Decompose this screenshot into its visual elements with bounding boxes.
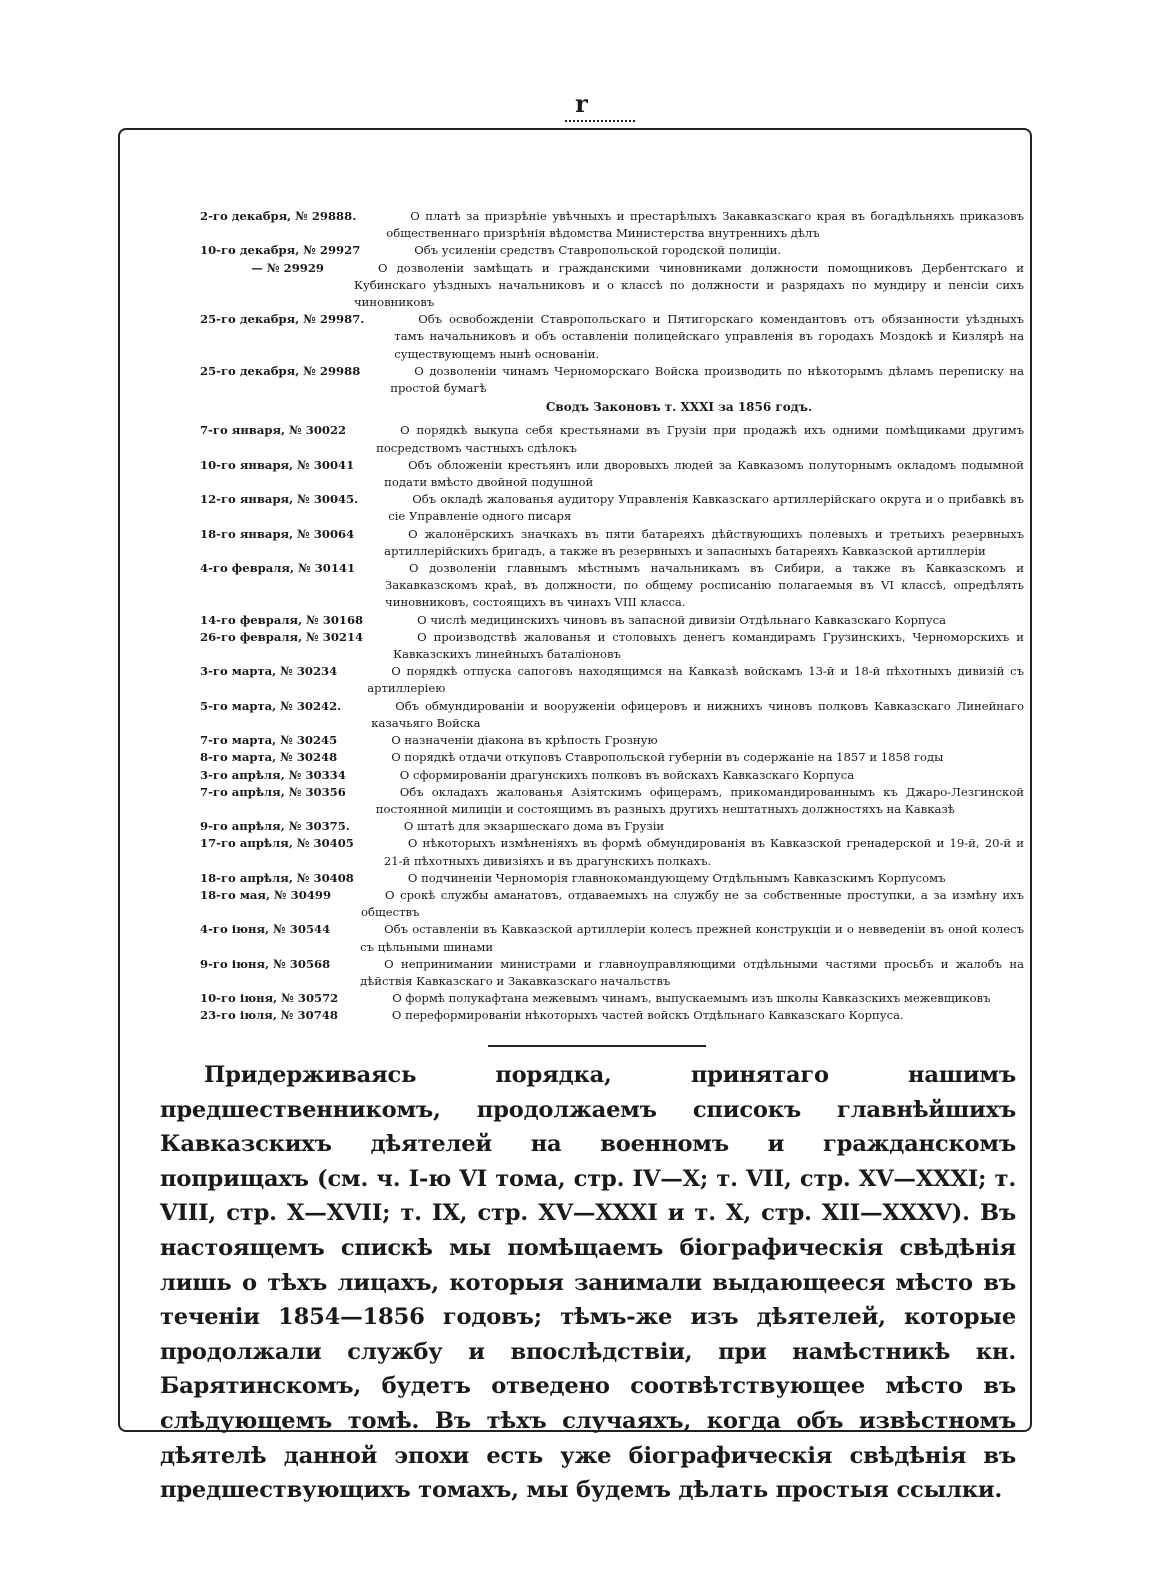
entry-date: — № 29929 xyxy=(251,260,324,275)
entry-text-content: О назначеніи діакона въ крѣпость Грозную xyxy=(391,733,658,748)
entry-date: 25-го декабря, № 29988 xyxy=(200,363,361,378)
entry-text xyxy=(384,457,1028,491)
entry-date: 8-го марта, № 30248 xyxy=(200,750,338,765)
list-item xyxy=(200,818,1028,835)
entry-date: 3-го апрѣля, № 30334 xyxy=(200,767,346,782)
list-item xyxy=(200,784,1028,818)
entry-text-content: О производствѣ жалованья и столовыхъ денегъ командирамъ Грузинскихъ, Черноморскихъ и Кавказскихъ линейныхъ баталіоновъ xyxy=(393,629,1024,662)
entry-date: 14-го февраля, № 30168 xyxy=(200,612,364,627)
section-divider xyxy=(488,1045,706,1047)
entries-1856 xyxy=(200,422,1028,1024)
entry-text-content: О порядкѣ отпуска сапоговъ находящимся на Кавказѣ войскамъ 13-й и 18-й пѣхотныхъ дивизій съ артиллеріею xyxy=(367,664,1024,696)
entry-text xyxy=(354,260,1028,312)
entry-text xyxy=(367,663,1028,697)
entry-text xyxy=(385,560,1028,612)
entry-text-content: О порядкѣ отдачи откуповъ Ставропольской губерніи въ содержаніе на 1857 и 1858 годы xyxy=(391,750,944,765)
entry-date: 25-го декабря, № 29987. xyxy=(200,312,365,327)
entry-date: 9-го іюня, № 30568 xyxy=(200,956,331,971)
entry-text-content: О сформированіи драгунскихъ полковъ въ войскахъ Кавказскаго Корпуса xyxy=(399,767,855,782)
entry-text xyxy=(390,242,1028,259)
list-item xyxy=(200,560,1028,612)
list-item xyxy=(200,491,1028,525)
list-item xyxy=(200,208,1028,242)
entry-date: 10-го января, № 30041 xyxy=(200,457,355,472)
entry-text xyxy=(388,491,1028,525)
entry-text xyxy=(368,990,1028,1007)
entries-1855 xyxy=(200,208,1028,397)
entry-text xyxy=(394,311,1028,363)
entry-date: 18-го апрѣля, № 30408 xyxy=(200,870,354,885)
entry-text-content: О срокѣ службы аманатовъ, отдаваемыхъ на службу не за собственные проступки, а за измѣну ихъ обществъ xyxy=(361,887,1024,920)
entry-text xyxy=(360,921,1028,955)
list-item xyxy=(200,363,1028,397)
list-item xyxy=(200,749,1028,766)
entry-text-content: О непринимании министрами и главноуправляющими отдѣльными частями просьбъ и жалобъ на дѣйствія Кавказскаго и Закавказскаго начальствъ xyxy=(360,956,1024,988)
entry-date: 12-го января, № 30045. xyxy=(200,492,359,507)
entry-date: 18-го мая, № 30499 xyxy=(200,887,332,902)
list-item xyxy=(200,260,1028,312)
entry-text xyxy=(380,818,1028,835)
entry-date: 2-го декабря, № 29888. xyxy=(200,209,357,223)
page-number: r xyxy=(575,89,588,118)
entry-date: 4-го февраля, № 30141 xyxy=(200,561,356,576)
entry-text-content: Объ оставленіи въ Кавказской артиллеріи колесъ прежней конструкціи и о неввeденіи въ оной колесъ съ цѣльными шинами xyxy=(360,922,1024,954)
entry-text-content: О формѣ полукафтана межевымъ чинамъ, выпускаемымъ изъ школы Кавказскихъ межевщиковъ xyxy=(392,991,991,1006)
entry-date: 5-го марта, № 30242. xyxy=(200,698,342,713)
entry-text xyxy=(368,1007,1028,1024)
list-item xyxy=(200,629,1028,663)
entry-text-content: О нѣкоторыхъ измѣненіяхъ въ формѣ обмундированія въ Кавказской гренадерской и 19-й, 20-й и 21-й пѣхотныхъ дивизіяхъ и въ драгунскихъ полкахъ. xyxy=(383,836,1024,868)
entry-text-content: О дозволеніи замѣщать и гражданскими чиновниками должности помощниковъ Дербентскаго и Кубинскаго уѣздныхъ начальниковъ и о классѣ по должности и разрядахъ по мундиру и пенсіи сихъ чиновниковъ xyxy=(354,260,1024,310)
legislation-list xyxy=(200,208,1028,1025)
list-item xyxy=(200,663,1028,697)
list-item xyxy=(200,422,1028,456)
entry-date: 10-го іюня, № 30572 xyxy=(200,991,339,1006)
list-item xyxy=(200,870,1028,887)
entry-date: 17-го апрѣля, № 30405 xyxy=(200,836,354,851)
main-paragraph-text: Придерживаясь порядка, принятаго нашимъ предшественникомъ, продолжаемъ списокъ главнѣйшихъ Кавказскихъ дѣятелей на военномъ и гражданскомъ поприщахъ (см. ч. I-ю VI тома, стр. IV—X; т. VII, стр. XV—XXXI; т. VIII, стр. X—XVII; т. IX, стр. XV—XXXI и т. X, стр. XII—XXXV). Въ настоящемъ спискѣ мы помѣщаемъ біографическія свѣдѣнія лишь о тѣхъ лицахъ, которыя занимали выдающееся мѣсто въ теченіи 1854—1856 годовъ; тѣмъ-же изъ дѣятелей, которые продолжали службу и впослѣдствіи, при намѣстникѣ кн. Барятинскомъ, будетъ отведено соотвѣтствующее мѣсто въ слѣдующемъ томѣ. Въ тѣхъ случаяхъ, когда объ извѣстномъ дѣятелѣ данной эпохи есть уже біографическія свѣдѣнія въ предшествующихъ томахъ, мы будемъ дѣлать простыя ссылки. xyxy=(160,1062,1016,1504)
entry-date: 4-го іюня, № 30544 xyxy=(200,922,331,937)
entry-text-content: О подчиненіи Черноморія главнокомандующему Отдѣльнымъ Кавказскимъ Корпусомъ xyxy=(407,870,946,885)
list-item xyxy=(200,732,1028,749)
entry-text-content: Объ окладѣ жалованья аудитору Управленія Кавказскаго артиллерійскаго округа и о прибавкѣ въ сіе Управленіе одного писаря xyxy=(388,492,1024,524)
entry-text-content: Объ обложеніи крестьянъ или дворовыхъ людей за Кавказомъ полуторнымъ окладомъ подымной подати вмѣсто двойной подушной xyxy=(384,457,1024,490)
entry-text-content: О дозволеніи главнымъ мѣстнымъ начальникамъ въ Сибири, а также въ Кавказскомъ и Закавказскомъ краѣ, въ должности, по общему росписанію полагаемыя въ VI классѣ, опредѣлять чиновниковъ, состоящихъ въ чинахъ VIII класса. xyxy=(385,561,1024,610)
list-item xyxy=(200,311,1028,363)
list-item xyxy=(200,526,1028,560)
entry-text xyxy=(393,612,1028,629)
entry-text xyxy=(367,749,1028,766)
entry-date: 9-го апрѣля, № 30375. xyxy=(200,819,350,834)
entry-text-content: Объ освобожденіи Ставропольскаго и Пятигорскаго комендантовъ отъ обязанности уѣздныхъ тамъ начальниковъ и объ оставленіи полицейскаго управленія въ городахъ Моздокѣ и Кизлярѣ на существующемъ нынѣ основаніи. xyxy=(394,312,1024,361)
entry-text-content: О числѣ медицинскихъ чиновъ въ запасной дивизіи Отдѣльнаго Кавказскаго Корпуса xyxy=(417,612,947,627)
entry-text xyxy=(376,784,1028,818)
list-item xyxy=(200,1007,1028,1024)
list-item xyxy=(200,921,1028,955)
entry-date: 23-го іюля, № 30748 xyxy=(200,1008,338,1023)
entry-text xyxy=(371,698,1028,732)
list-item xyxy=(200,956,1028,990)
entry-date: 26-го февраля, № 30214 xyxy=(200,629,364,644)
entry-text xyxy=(367,732,1028,749)
entry-text-content: О переформированіи нѣкоторыхъ частей войскъ Отдѣльнаго Кавказскаго Корпуса. xyxy=(391,1008,904,1023)
entry-text xyxy=(384,526,1028,560)
entry-date: 3-го марта, № 30234 xyxy=(200,664,338,679)
entry-date: 7-го марта, № 30245 xyxy=(200,733,338,748)
entry-text xyxy=(376,767,1028,784)
entry-text xyxy=(360,956,1028,990)
list-item xyxy=(200,767,1028,784)
entry-text xyxy=(393,629,1028,663)
main-paragraph xyxy=(160,1058,1016,1508)
entry-text xyxy=(376,422,1028,456)
entry-date: 18-го января, № 30064 xyxy=(200,526,355,541)
entry-text xyxy=(390,363,1028,397)
entry-text-content: О порядкѣ выкупа себя крестьянами въ Грузіи при продажѣ ихъ одними помѣщиками другимъ посредствомъ частныхъ сдѣлокъ xyxy=(376,423,1024,455)
entry-text-content: Объ усиленіи средствъ Ставропольской городской полиціи. xyxy=(414,243,782,258)
entry-text-content: О жалонёрскихъ значкахъ въ пяти батареяхъ дѣйствующихъ полевыхъ и третьихъ резервныхъ артиллерійскихъ бригадъ, а также въ резервныхъ и запасныхъ батареяхъ Кавказской артиллеріи xyxy=(384,526,1024,558)
list-item xyxy=(200,612,1028,629)
list-item xyxy=(200,457,1028,491)
entry-text xyxy=(384,835,1028,869)
entry-text-content: О дозволеніи чинамъ Черноморскаго Войска производить по нѣкоторымъ дѣламъ переписку на простой бумагѣ xyxy=(390,363,1024,396)
entry-text xyxy=(384,870,1028,887)
entry-text xyxy=(361,887,1028,921)
list-item xyxy=(200,698,1028,732)
entry-text-content: О платѣ за призрѣніе увѣчныхъ и престарѣлыхъ Закавказскаго края въ богадѣльняхъ приказовъ общественнаго призрѣнія вѣдомства Министерства внутреннихъ дѣлъ xyxy=(386,209,1024,241)
page-number-underline xyxy=(565,118,635,122)
list-item xyxy=(200,887,1028,921)
entry-date: 7-го апрѣля, № 30356 xyxy=(200,784,346,799)
entry-date: 7-го января, № 30022 xyxy=(200,423,347,438)
entry-text-content: Объ окладахъ жалованья Азіятскимъ офицерамъ, прикомандированнымъ къ Джаро-Лезгинской постоянной милиціи и состоящимъ въ разныхъ другихъ нештатныхъ должностяхъ на Кавказѣ xyxy=(375,784,1024,816)
list-item xyxy=(200,990,1028,1007)
entry-text-content: О штатѣ для экзаршескаго дома въ Грузіи xyxy=(403,819,665,834)
section-title: Сводъ Законовъ т. XXXI за 1856 годъ. xyxy=(545,400,813,415)
entry-date: 10-го декабря, № 29927 xyxy=(200,243,361,258)
list-item xyxy=(200,835,1028,869)
entry-text xyxy=(386,208,1028,242)
entry-text-content: Объ обмундированіи и вооруженіи офицеровъ и нижнихъ чиновъ полковъ Кавказскаго Линейнаго казачьяго Войска xyxy=(371,698,1024,730)
list-item xyxy=(200,242,1028,259)
